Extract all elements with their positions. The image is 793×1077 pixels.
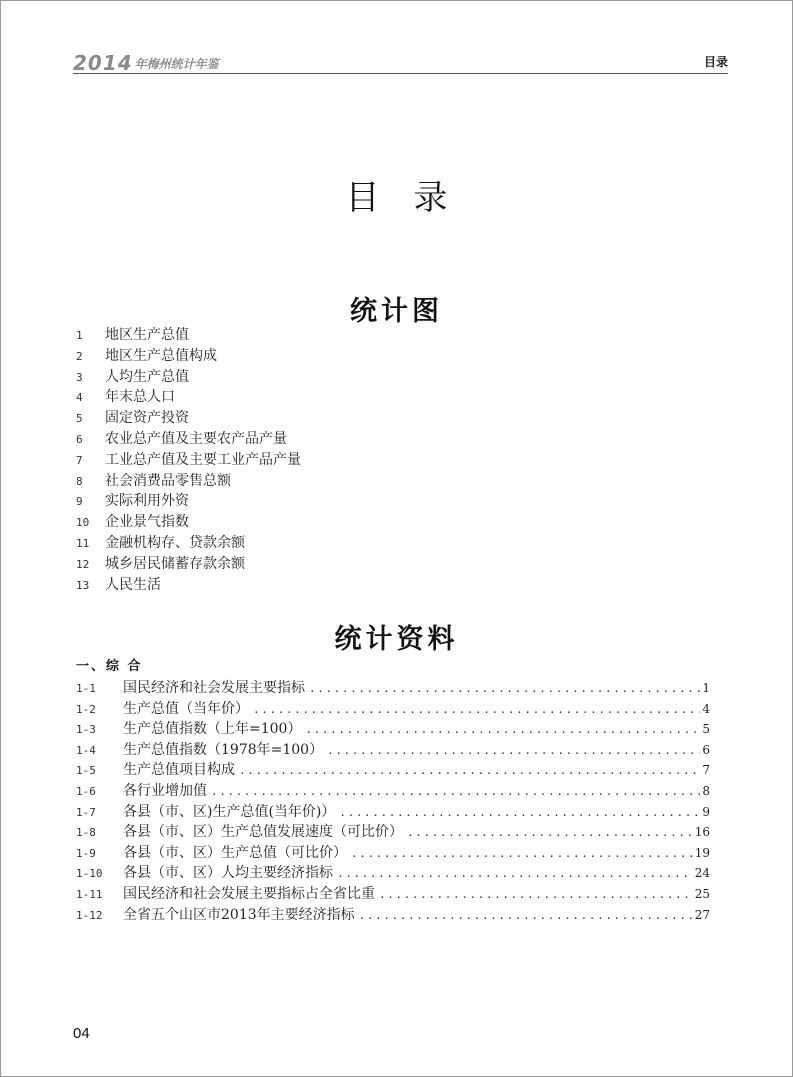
entry-title: 国民经济和社会发展主要指标 xyxy=(123,680,305,696)
entry-page-number: 27 xyxy=(694,907,710,922)
chart-item-number: 3 xyxy=(76,370,83,384)
entry-page-number: 5 xyxy=(702,722,710,737)
chart-list-item[interactable] xyxy=(76,325,476,346)
entry-title: 国民经济和社会发展主要指标占全省比重 xyxy=(123,885,375,902)
chart-list-item[interactable] xyxy=(76,408,476,429)
entry-number: 1-3 xyxy=(76,723,96,737)
entry-title: 各县（市、区）生产总值（可比价） xyxy=(123,844,347,861)
category-heading: 一、综 合 xyxy=(76,659,143,674)
chart-list-item[interactable] xyxy=(76,512,476,533)
chart-list-item[interactable] xyxy=(76,533,476,554)
chart-item-number: 7 xyxy=(76,453,83,467)
chart-list-item[interactable] xyxy=(76,575,476,596)
chart-item-number: 8 xyxy=(76,474,83,488)
entry-number: 1-7 xyxy=(76,805,96,819)
table-of-contents-entry[interactable] xyxy=(76,699,710,720)
entry-number: 1-6 xyxy=(76,784,96,798)
chart-item-title: 城乡居民储蓄存款余额 xyxy=(105,555,245,572)
table-of-contents-entry[interactable] xyxy=(76,719,710,740)
chart-item-title: 企业景气指数 xyxy=(105,514,189,531)
dot-leader xyxy=(305,720,700,741)
dot-leader xyxy=(359,906,693,927)
chart-item-number: 6 xyxy=(76,432,83,446)
chart-item-number: 13 xyxy=(76,578,90,592)
chart-item-title: 地区生产总值 xyxy=(105,327,189,343)
chart-list xyxy=(76,325,476,595)
entry-title: 生产总值指数（上年=100） xyxy=(123,721,302,738)
dot-leader xyxy=(239,761,700,782)
chart-item-title: 地区生产总值构成 xyxy=(105,347,217,364)
dot-leader xyxy=(327,741,700,762)
entry-page-number: 9 xyxy=(702,804,710,819)
page-number: 04 xyxy=(73,1025,90,1042)
book-year: 2014 xyxy=(73,51,133,75)
entry-page-number: 16 xyxy=(694,825,710,840)
entry-number: 1-10 xyxy=(76,867,103,881)
table-of-contents-entry[interactable] xyxy=(76,781,710,802)
data-heading: 统计资料 xyxy=(334,624,459,655)
entry-number: 1-5 xyxy=(76,764,96,778)
table-of-contents-entry[interactable] xyxy=(76,802,710,823)
entry-title: 各行业增加值 xyxy=(123,782,207,799)
entry-title: 全省五个山区市2013年主要经济指标 xyxy=(123,906,355,923)
chart-list-item[interactable] xyxy=(76,450,476,471)
entry-page-number: 25 xyxy=(694,886,710,901)
chart-item-title: 农业总产值及主要农产品产量 xyxy=(105,430,287,447)
chart-item-number: 10 xyxy=(76,516,90,530)
chart-item-title: 工业总产值及主要工业产品产量 xyxy=(105,451,301,468)
table-of-contents-entry[interactable] xyxy=(76,822,710,843)
entry-page-number: 7 xyxy=(702,763,710,778)
chart-item-title: 金融机构存、贷款余额 xyxy=(105,534,245,551)
chart-item-number: 2 xyxy=(76,349,83,363)
chart-list-item[interactable] xyxy=(76,429,476,450)
entry-page-number: 19 xyxy=(694,845,710,860)
entry-number: 1-4 xyxy=(76,743,96,757)
entry-page-number: 1 xyxy=(702,681,710,695)
chart-item-title: 社会消费品零售总额 xyxy=(105,472,231,489)
dot-leader xyxy=(407,823,693,844)
chart-item-title: 年末总人口 xyxy=(105,389,175,406)
chart-item-number: 5 xyxy=(76,412,83,426)
table-of-contents-entry[interactable] xyxy=(76,863,710,884)
chart-item-number: 12 xyxy=(76,557,90,571)
entry-number: 1-12 xyxy=(76,908,103,922)
chart-item-title: 实际利用外资 xyxy=(105,493,189,510)
section-title: 目录 xyxy=(703,55,728,69)
chart-list-item[interactable] xyxy=(76,471,476,492)
chart-item-number: 4 xyxy=(76,391,83,405)
entry-title: 生产总值项目构成 xyxy=(123,762,235,779)
dot-leader xyxy=(379,885,693,906)
book-name: 年梅州统计年鉴 xyxy=(134,57,219,71)
chart-item-title: 人民生活 xyxy=(105,576,161,593)
dot-leader xyxy=(211,782,700,803)
table-of-contents-entry[interactable] xyxy=(76,740,710,761)
dot-leader xyxy=(337,864,693,885)
dot-leader xyxy=(339,803,700,824)
entry-title: 各县（市、区）生产总值发展速度（可比价） xyxy=(123,824,403,841)
chart-item-number: 11 xyxy=(76,536,90,550)
entry-number: 1-8 xyxy=(76,826,96,840)
chart-item-number: 1 xyxy=(76,329,83,342)
entry-number: 1-9 xyxy=(76,846,96,860)
dot-leader xyxy=(253,700,700,721)
entry-page-number: 6 xyxy=(702,742,710,757)
table-of-contents-entry[interactable] xyxy=(76,884,710,905)
entry-number: 1-2 xyxy=(76,702,96,716)
charts-heading: 统计图 xyxy=(350,296,443,327)
table-of-contents-entry[interactable] xyxy=(76,678,710,699)
entry-title: 各县（市、区）人均主要经济指标 xyxy=(123,865,333,882)
entry-title: 各县（市、区)生产总值(当年价)） xyxy=(123,803,336,820)
book-title xyxy=(73,51,219,75)
page-title: 目录 xyxy=(345,178,482,218)
entry-page-number: 4 xyxy=(702,701,710,716)
chart-list-item[interactable] xyxy=(76,367,476,388)
table-of-contents-entry[interactable] xyxy=(76,905,710,926)
chart-list-item[interactable] xyxy=(76,346,476,367)
chart-item-title: 人均生产总值 xyxy=(105,368,189,385)
table-of-contents-entry[interactable] xyxy=(76,843,710,864)
entry-page-number: 8 xyxy=(702,783,710,798)
header-rule xyxy=(73,73,728,74)
running-header xyxy=(73,50,728,75)
entry-number: 1-1 xyxy=(76,682,96,695)
dot-leader xyxy=(351,844,693,865)
chart-list-item[interactable] xyxy=(76,387,476,408)
entry-page-number: 24 xyxy=(694,866,710,881)
entry-title: 生产总值指数（1978年=100） xyxy=(123,741,324,758)
entry-title: 生产总值（当年价） xyxy=(123,700,249,717)
chart-item-title: 固定资产投资 xyxy=(105,410,189,427)
chart-list-item[interactable] xyxy=(76,554,476,575)
entry-number: 1-11 xyxy=(76,887,103,901)
chart-item-number: 9 xyxy=(76,495,83,509)
chart-list-item[interactable] xyxy=(76,491,476,512)
table-of-contents-entry[interactable] xyxy=(76,760,710,781)
table-list xyxy=(76,678,710,925)
dot-leader xyxy=(309,679,700,700)
